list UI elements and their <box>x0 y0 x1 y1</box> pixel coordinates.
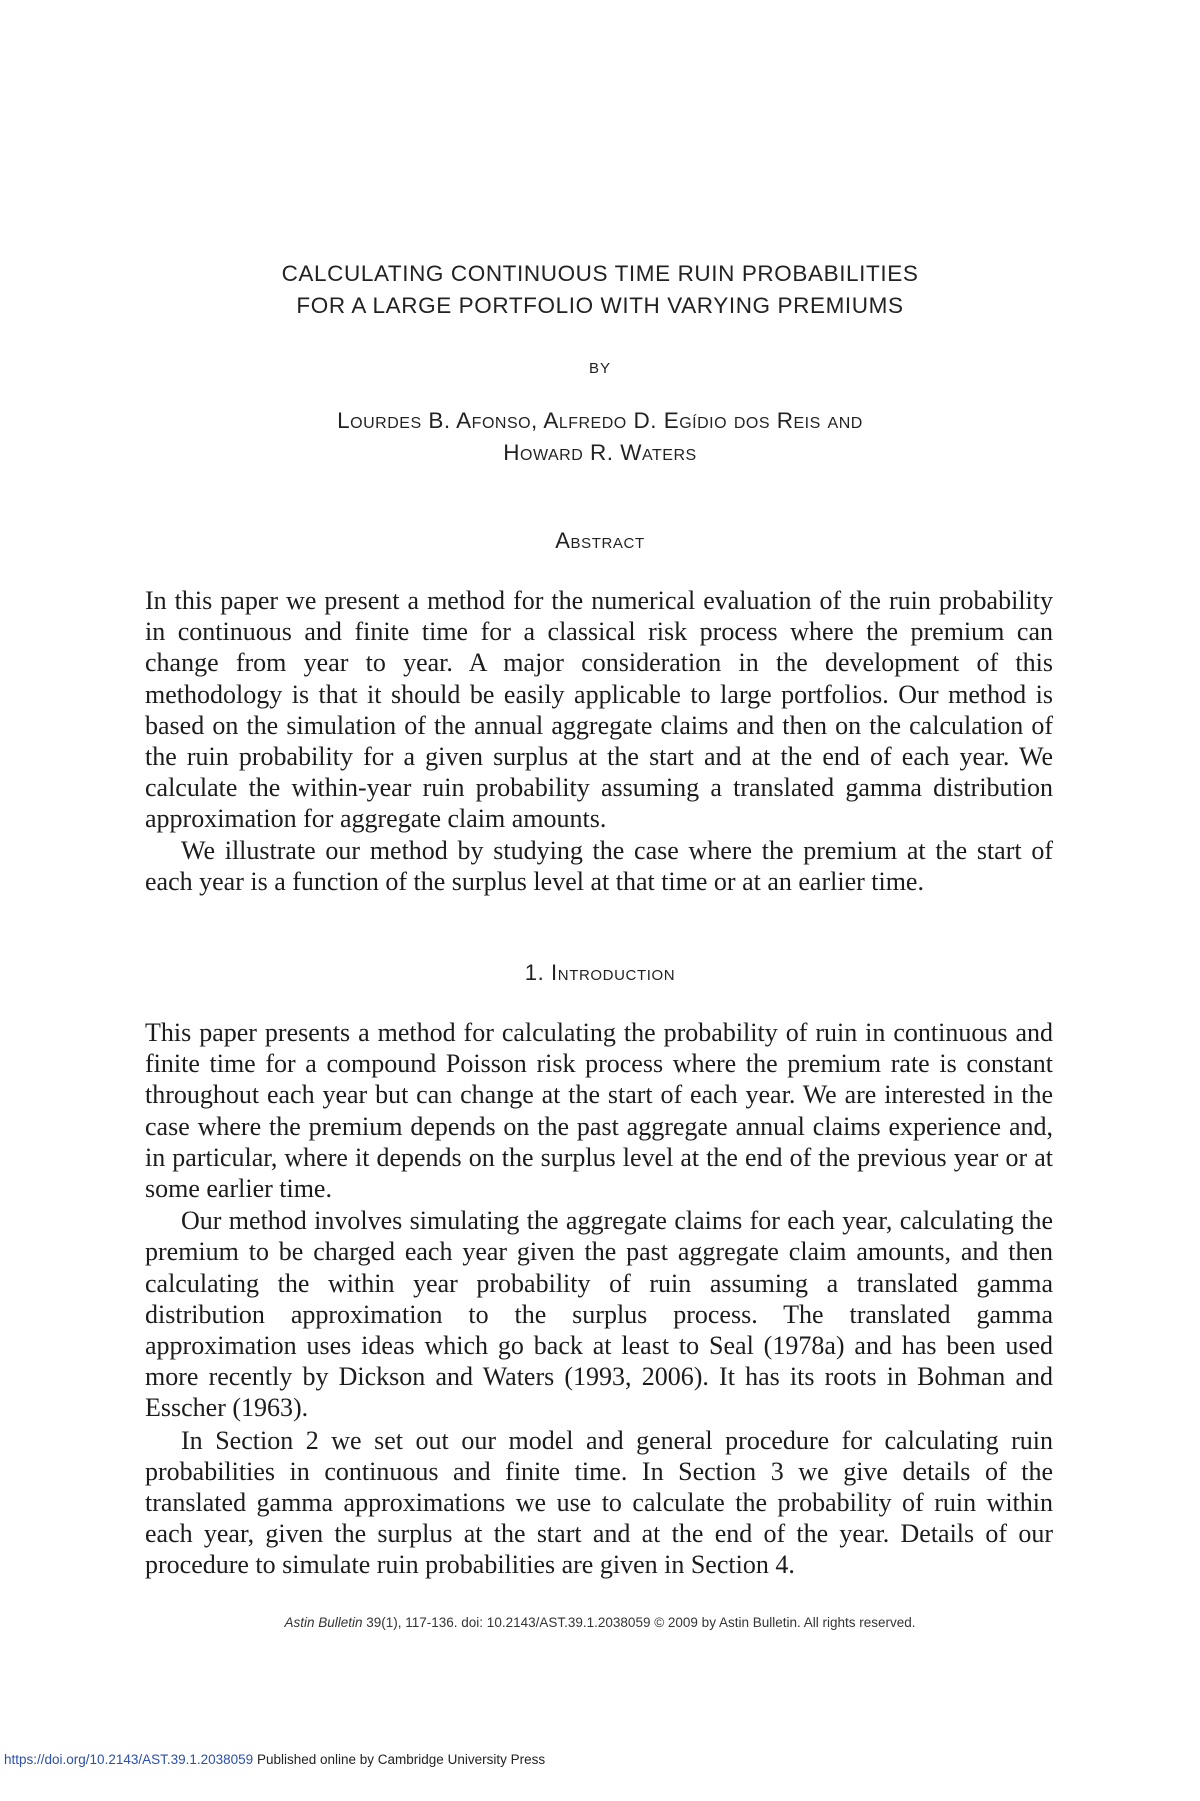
authors-line-2: Howard R. Waters <box>503 440 697 465</box>
publisher-text: Published online by Cambridge University Press <box>253 1752 546 1767</box>
intro-paragraph-3: In Section 2 we set out our model and general procedure for calculating ruin probabilities in continuous and finite time. In Section 3 we give details of the translated gamma approximations we use to calculate the probability of ruin within each year, given the surplus at the start and at the end of the year. Details of our procedure to simulate ruin probabilities are given in Section 4. <box>145 1425 1053 1580</box>
title-line-2: FOR A LARGE PORTFOLIO WITH VARYING PREMIUMS <box>296 293 904 318</box>
journal-name: Astin Bulletin <box>284 1615 363 1630</box>
byline: BY <box>588 360 611 377</box>
doi-link[interactable]: https://doi.org/10.2143/AST.39.1.2038059 <box>4 1752 254 1767</box>
title-line-1: CALCULATING CONTINUOUS TIME RUIN PROBABILITIES <box>281 261 919 286</box>
publisher-footer <box>4 1752 545 1767</box>
intro-paragraph-2: Our method involves simulating the aggregate claims for each year, calculating the premium to be charged each year given the past aggregate claim amounts, and then calculating the within year probability of ruin assuming a translated gamma distribution approximation to the surplus process. The translated gamma approximation uses ideas which go back at least to Seal (1978a) and has been used more recently by Dickson and Waters (1993, 2006). It has its roots in Bohman and Esscher (1963). <box>145 1206 1053 1423</box>
abstract-paragraph-1: In this paper we present a method for the numerical evaluation of the ruin probability in continuous and finite time for a classical risk process where the premium can change from year to year. A major consideration in the development of this methodology is that it should be easily applicable to large portfolios. Our method is based on the simulation of the annual aggregate claims and then on the calculation of the ruin probability for a given surplus at the start and at the end of each year. We calculate the within-year ruin probability assuming a translated gamma distribution approximation for aggregate claim amounts. <box>145 586 1053 834</box>
citation-details: 39(1), 117-136. doi: 10.2143/AST.39.1.2038059 © 2009 by Astin Bulletin. All rights reserved. <box>362 1615 916 1630</box>
citation-footer <box>0 1615 1200 1630</box>
intro-paragraph-1: This paper presents a method for calculating the probability of ruin in continuous and finite time for a compound Poisson risk process where the premium rate is constant throughout each year but can change at the start of each year. We are interested in the case where the premium depends on the past aggregate annual claims experience and, in particular, where it depends on the surplus level at the end of the previous year or at some earlier time. <box>145 1018 1053 1204</box>
paper-title <box>0 258 1200 322</box>
abstract-body <box>145 585 1053 897</box>
author-list <box>0 405 1200 469</box>
authors-line-1: Lourdes B. Afonso, Alfredo D. Egídio dos Reis and <box>337 408 863 433</box>
abstract-paragraph-2: We illustrate our method by studying the case where the premium at the start of each year is a function of the surplus level at that time or at an earlier time. <box>145 835 1053 896</box>
introduction-body <box>145 1017 1053 1581</box>
introduction-heading: 1. Introduction <box>524 960 676 985</box>
abstract-heading: Abstract <box>555 528 645 553</box>
